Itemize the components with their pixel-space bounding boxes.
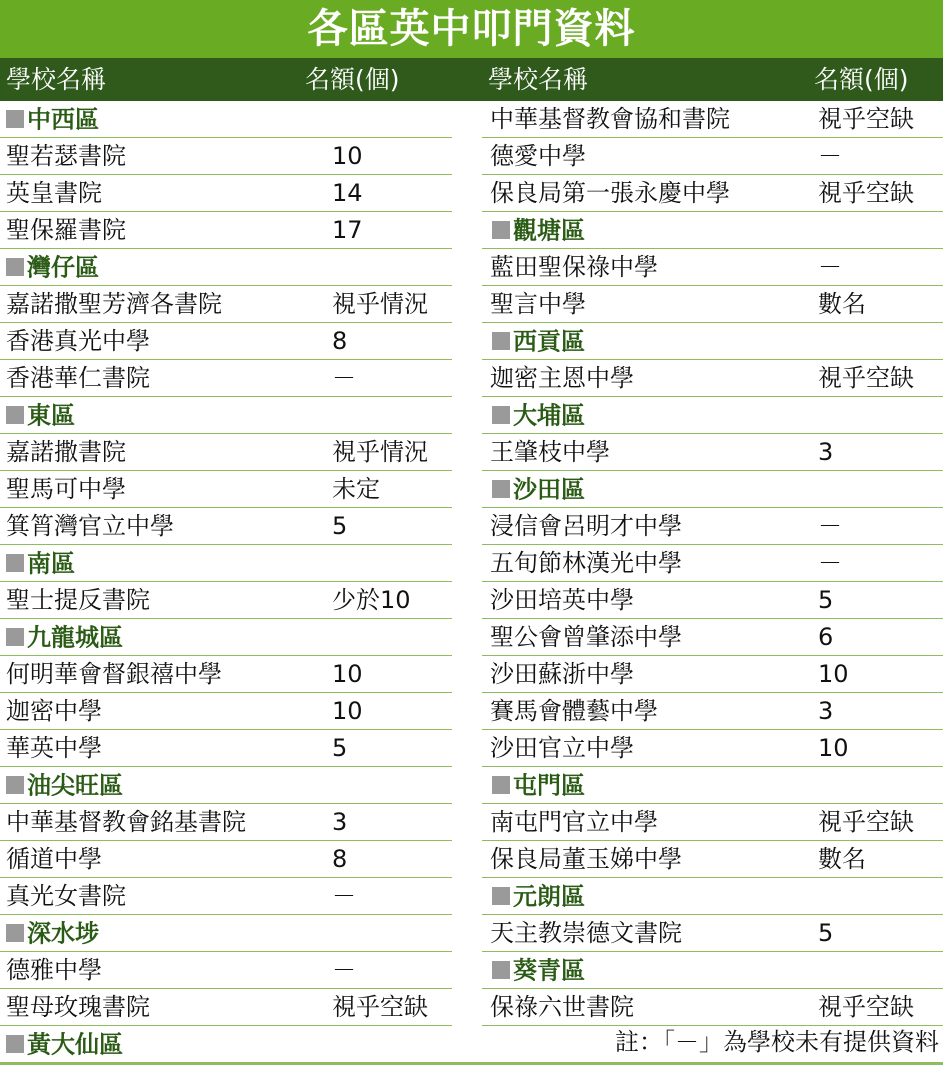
district-label: 大埔區 [513, 401, 585, 430]
district-heading [0, 397, 452, 434]
quota-value: 5 [818, 586, 834, 614]
bullet-square-icon [6, 554, 24, 572]
district-heading [0, 545, 452, 582]
school-name: 保良局第一張永慶中學 [490, 179, 730, 207]
table-row [0, 878, 452, 915]
quota-value: 3 [332, 808, 348, 836]
school-name: 聖言中學 [490, 290, 586, 318]
school-name: 聖馬可中學 [6, 475, 126, 503]
right-column [482, 101, 943, 1026]
district-name [490, 767, 585, 805]
quota-value: 視乎空缺 [818, 808, 914, 836]
bullet-square-icon [6, 1035, 24, 1053]
school-name: 循道中學 [6, 845, 102, 873]
table-row [0, 656, 452, 693]
quota-value: 10 [818, 734, 849, 762]
quota-value: 視乎空缺 [818, 364, 914, 392]
bullet-square-icon [492, 221, 510, 239]
school-name: 藍田聖保祿中學 [490, 253, 658, 281]
district-heading [482, 878, 943, 915]
district-label: 屯門區 [513, 771, 585, 800]
school-name: 聖公會曾肇添中學 [490, 623, 682, 651]
quota-value: 視乎空缺 [818, 105, 914, 133]
quota-value: 6 [818, 623, 834, 651]
quota-value: 視乎情況 [332, 290, 428, 318]
bullet-square-icon [492, 887, 510, 905]
table-row [482, 545, 943, 582]
school-name: 保良局董玉娣中學 [490, 845, 682, 873]
quota-value: 數名 [818, 845, 866, 873]
quota-value: 少於10 [332, 586, 411, 614]
quota-value: 視乎空缺 [818, 179, 914, 207]
bullet-square-icon [492, 961, 510, 979]
district-label: 觀塘區 [513, 216, 585, 245]
district-heading [482, 767, 943, 804]
district-name [6, 397, 75, 435]
district-label: 葵青區 [513, 956, 585, 985]
table-row [482, 730, 943, 767]
bullet-square-icon [6, 628, 24, 646]
district-label: 油尖旺區 [27, 771, 123, 800]
district-name [6, 1026, 123, 1064]
school-name: 真光女書院 [6, 882, 126, 910]
quota-value: 17 [332, 216, 363, 244]
quota-value: － [818, 253, 842, 281]
school-name: 南屯門官立中學 [490, 808, 658, 836]
district-label: 南區 [27, 549, 75, 578]
district-heading [0, 767, 452, 804]
table-row [482, 656, 943, 693]
district-heading [0, 619, 452, 656]
quota-value: 10 [332, 142, 363, 170]
bullet-square-icon [6, 924, 24, 942]
school-name: 沙田培英中學 [490, 586, 634, 614]
table-row [0, 471, 452, 508]
school-name: 天主教崇德文書院 [490, 919, 682, 947]
district-heading [482, 471, 943, 508]
district-label: 元朗區 [513, 882, 585, 911]
district-label: 灣仔區 [27, 253, 99, 282]
school-name: 沙田官立中學 [490, 734, 634, 762]
table-row [0, 693, 452, 730]
district-name [6, 915, 99, 953]
table-row [482, 360, 943, 397]
school-name: 英皇書院 [6, 179, 102, 207]
school-name: 香港真光中學 [6, 327, 150, 355]
district-heading [0, 915, 452, 952]
table-row [0, 212, 452, 249]
bullet-square-icon [6, 776, 24, 794]
table-header [0, 58, 943, 101]
quota-value: － [332, 956, 356, 984]
quota-value: 5 [332, 734, 348, 762]
district-heading [482, 212, 943, 249]
district-name [490, 212, 585, 250]
district-label: 東區 [27, 401, 75, 430]
school-name: 箕筲灣官立中學 [6, 512, 174, 540]
district-name [6, 619, 123, 657]
school-name: 德雅中學 [6, 956, 102, 984]
district-label: 黃大仙區 [27, 1030, 123, 1059]
district-heading [0, 249, 452, 286]
quota-value: 5 [332, 512, 348, 540]
quota-value: 8 [332, 327, 348, 355]
quota-value: － [332, 882, 356, 910]
school-name: 聖保羅書院 [6, 216, 126, 244]
quota-value: － [818, 512, 842, 540]
school-name-header-left: 學校名稱 [6, 65, 107, 94]
table-row [0, 804, 452, 841]
district-label: 西貢區 [513, 327, 585, 356]
table-row [0, 286, 452, 323]
quota-value: 數名 [818, 290, 866, 318]
table-row [482, 915, 943, 952]
district-label: 深水埗 [27, 919, 99, 948]
quota-header-right: 名額(個) [814, 65, 909, 94]
table-row [482, 286, 943, 323]
school-name: 嘉諾撒書院 [6, 438, 126, 466]
district-name [6, 101, 99, 139]
school-name: 華英中學 [6, 734, 102, 762]
table-row [0, 989, 452, 1026]
bullet-square-icon [6, 258, 24, 276]
table-row [482, 841, 943, 878]
table-row [482, 175, 943, 212]
school-name: 五旬節林漢光中學 [490, 549, 682, 577]
school-name: 嘉諾撒聖芳濟各書院 [6, 290, 222, 318]
school-name: 聖士提反書院 [6, 586, 150, 614]
district-heading [482, 397, 943, 434]
table-row [482, 508, 943, 545]
quota-value: 8 [332, 845, 348, 873]
district-label: 中西區 [27, 105, 99, 134]
bullet-square-icon [6, 406, 24, 424]
quota-value: 5 [818, 919, 834, 947]
bottom-divider [0, 1062, 943, 1065]
quota-value: 10 [818, 660, 849, 688]
footnote-row [482, 1024, 943, 1061]
quota-value: 10 [332, 697, 363, 725]
table-row [0, 175, 452, 212]
school-name-header-right: 學校名稱 [488, 65, 589, 94]
table-row [482, 693, 943, 730]
quota-value: － [818, 142, 842, 170]
quota-value: － [332, 364, 356, 392]
table-row [0, 582, 452, 619]
quota-value: 視乎空缺 [332, 993, 428, 1021]
table-row [0, 952, 452, 989]
quota-value: 3 [818, 438, 834, 466]
quota-value: 視乎情況 [332, 438, 428, 466]
table-row [0, 841, 452, 878]
district-name [490, 323, 585, 361]
school-name: 王肇枝中學 [490, 438, 610, 466]
table-row [0, 138, 452, 175]
quota-value: 未定 [332, 475, 380, 503]
table-row [482, 989, 943, 1026]
district-name [6, 767, 123, 805]
school-name: 沙田蘇浙中學 [490, 660, 634, 688]
district-name [490, 952, 585, 990]
quota-value: 3 [818, 697, 834, 725]
district-heading [0, 1026, 452, 1063]
district-name [490, 471, 585, 509]
table-row [0, 360, 452, 397]
school-name: 迦密中學 [6, 697, 102, 725]
district-heading [0, 101, 452, 138]
bullet-square-icon [6, 110, 24, 128]
quota-value: － [818, 549, 842, 577]
bullet-square-icon [492, 332, 510, 350]
footnote: 註：「－」為學校未有提供資料 [615, 1028, 939, 1056]
quota-header-left: 名額(個) [305, 65, 400, 94]
school-name: 香港華仁書院 [6, 364, 150, 392]
school-name: 賽馬會體藝中學 [490, 697, 658, 725]
school-name: 何明華會督銀禧中學 [6, 660, 222, 688]
table-row [482, 249, 943, 286]
table-row [482, 619, 943, 656]
school-name: 中華基督教會協和書院 [490, 105, 730, 133]
table-row [0, 508, 452, 545]
district-name [6, 545, 75, 583]
table-row [0, 730, 452, 767]
district-label: 九龍城區 [27, 623, 123, 652]
table-row [482, 434, 943, 471]
district-label: 沙田區 [513, 475, 585, 504]
table-row [0, 323, 452, 360]
bullet-square-icon [492, 480, 510, 498]
school-name: 中華基督教會銘基書院 [6, 808, 246, 836]
left-column [0, 101, 452, 1063]
bullet-square-icon [492, 406, 510, 424]
school-name: 德愛中學 [490, 142, 586, 170]
district-name [490, 878, 585, 916]
school-name: 浸信會呂明才中學 [490, 512, 682, 540]
school-name: 迦密主恩中學 [490, 364, 634, 392]
table-row [482, 582, 943, 619]
table-row [482, 138, 943, 175]
district-heading [482, 952, 943, 989]
district-heading [482, 323, 943, 360]
school-name: 聖若瑟書院 [6, 142, 126, 170]
table-row [0, 434, 452, 471]
district-name [6, 249, 99, 287]
bullet-square-icon [492, 776, 510, 794]
table-row [482, 804, 943, 841]
quota-value: 10 [332, 660, 363, 688]
quota-value: 14 [332, 179, 363, 207]
page-title: 各區英中叩門資料 [0, 0, 943, 58]
school-name: 聖母玫瑰書院 [6, 993, 150, 1021]
district-name [490, 397, 585, 435]
table-row [482, 101, 943, 138]
quota-value: 視乎空缺 [818, 993, 914, 1021]
school-name: 保祿六世書院 [490, 993, 634, 1021]
